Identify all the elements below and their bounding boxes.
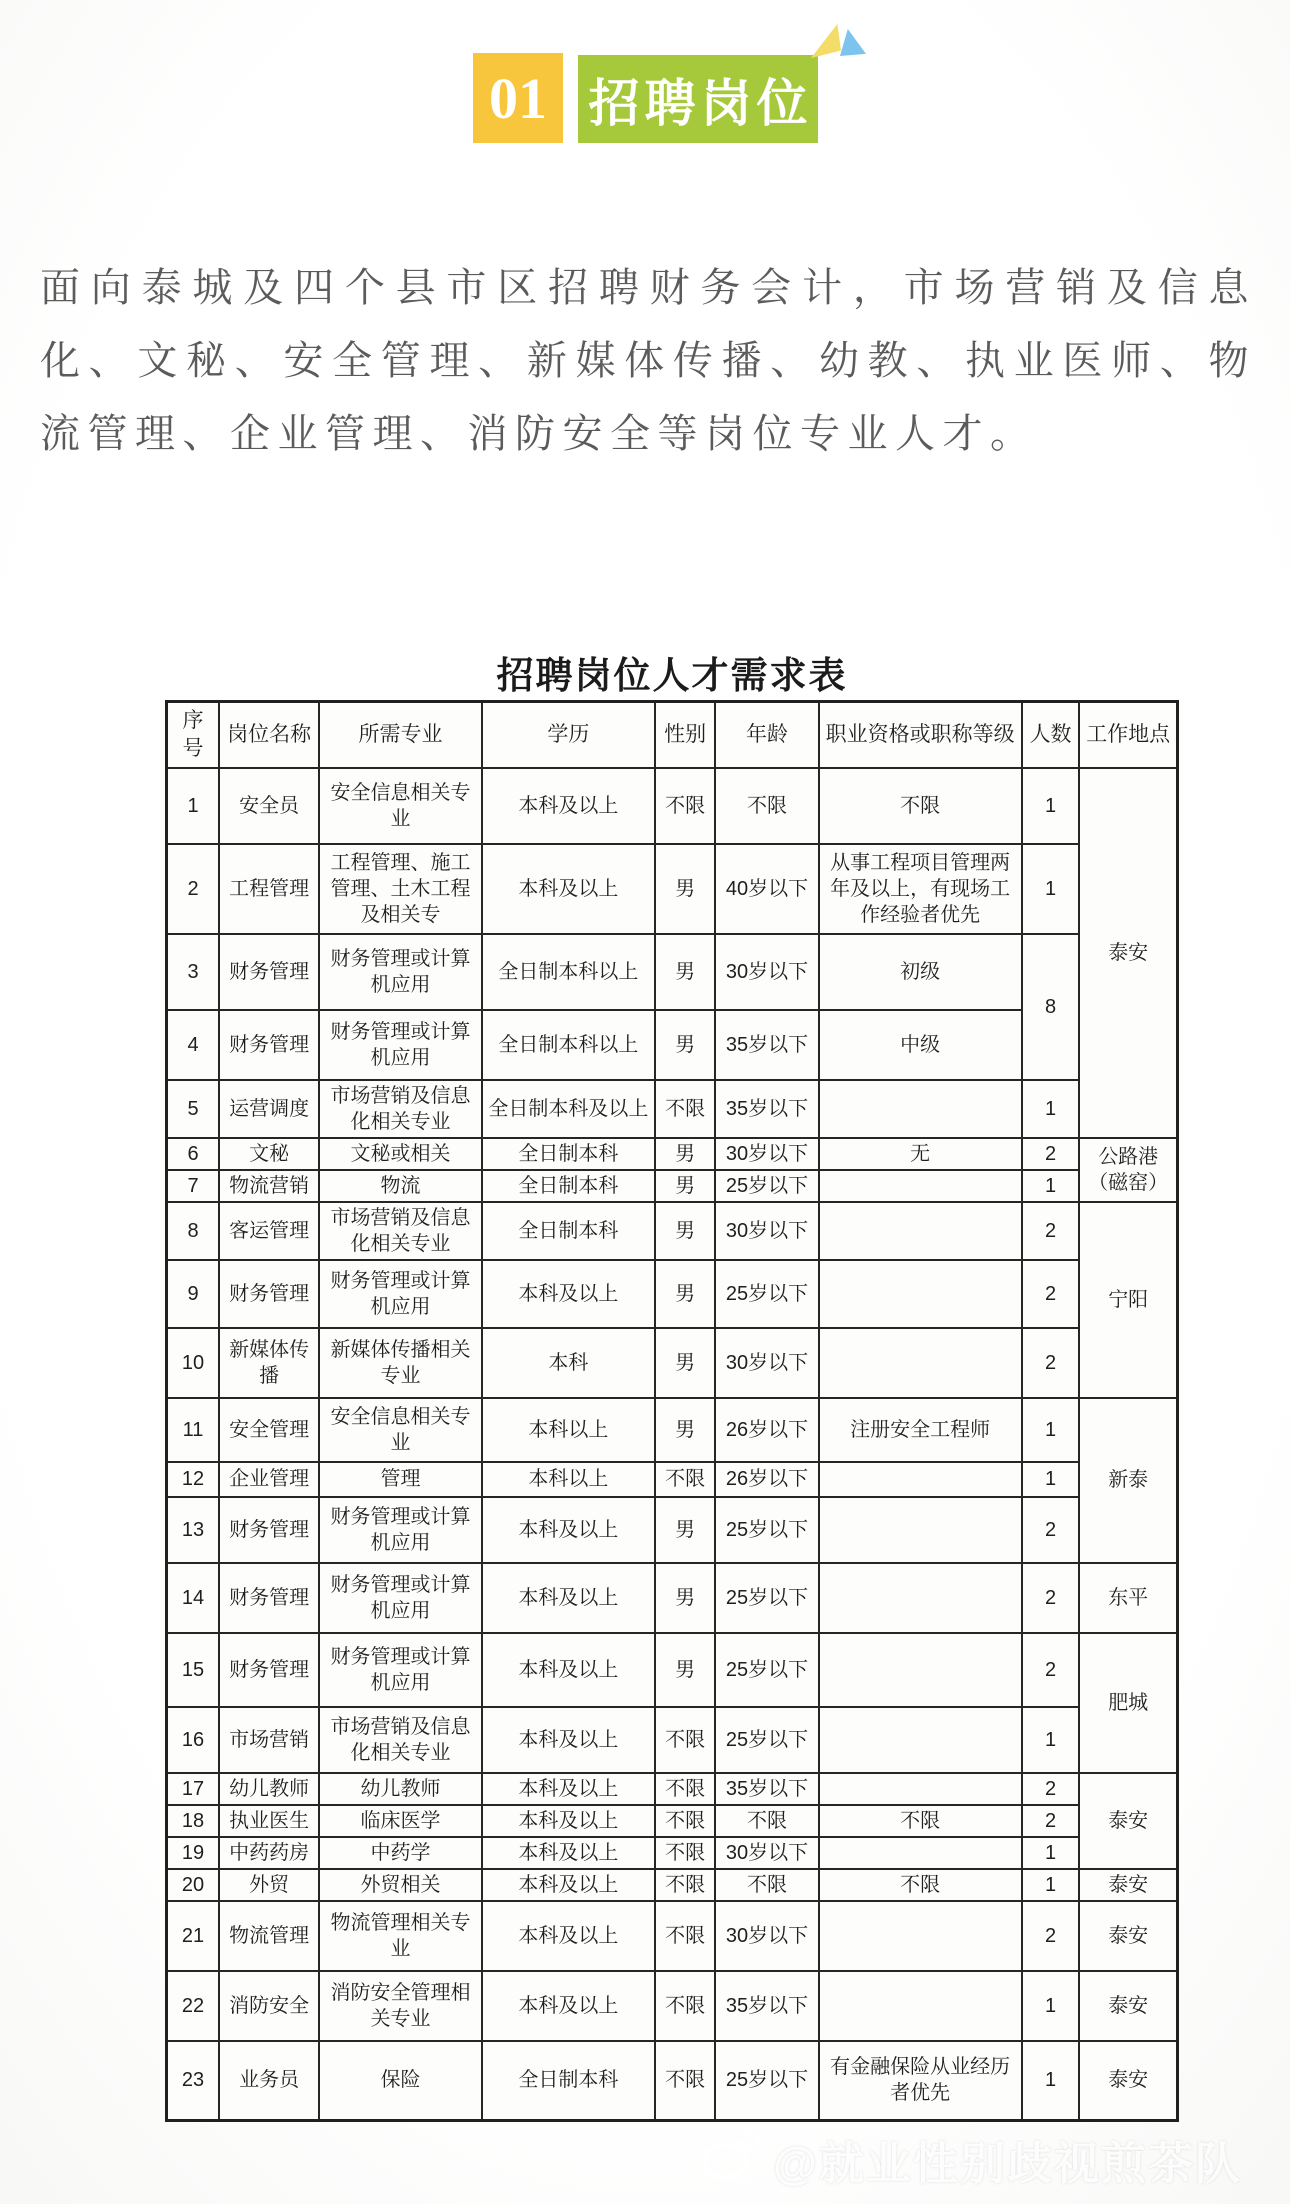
table-cell: 男 [655,1497,716,1563]
table-cell: 财务管理 [219,1010,319,1080]
table-cell: 新媒体传播 [219,1328,319,1398]
table-cell: 16 [167,1707,220,1773]
table-cell: 本科及以上 [482,1837,655,1869]
section-number-badge: 01 [473,53,563,143]
table-cell: 全日制本科 [482,2041,655,2121]
table-cell: 中药学 [319,1837,482,1869]
table-cell: 2 [1022,1138,1080,1170]
table-cell: 20 [167,1869,220,1901]
table-cell: 不限 [819,768,1022,844]
table-cell: 临床医学 [319,1805,482,1837]
table-header-row [167,702,1178,768]
table-cell: 本科及以上 [482,1901,655,1971]
table-row [167,1398,1178,1462]
table-cell: 本科及以上 [482,1971,655,2041]
table-cell: 9 [167,1260,220,1328]
table-cell: 2 [1022,1633,1080,1707]
table-cell: 13 [167,1497,220,1563]
table-cell: 全日制本科及以上 [482,1080,655,1138]
table-cell: 1 [167,768,220,844]
table-cell: 不限 [655,1462,716,1497]
table-cell: 本科及以上 [482,1563,655,1633]
table-header-cell: 所需专业 [319,702,482,768]
table-row [167,1260,1178,1328]
table-row [167,1633,1178,1707]
table-cell: 男 [655,1010,716,1080]
table-cell: 男 [655,934,716,1010]
table-cell: 企业管理 [219,1462,319,1497]
table-cell: 本科及以上 [482,1497,655,1563]
table-row [167,844,1178,934]
table-cell: 14 [167,1563,220,1633]
table-cell: 市场营销及信息化相关专业 [319,1080,482,1138]
table-header-cell: 工作地点 [1079,702,1177,768]
table-cell [819,1707,1022,1773]
table-cell: 男 [655,1202,716,1260]
table-cell: 财务管理 [219,1633,319,1707]
table-cell: 17 [167,1773,220,1805]
table-cell: 25岁以下 [715,1170,818,1202]
table-cell [819,1971,1022,2041]
table-cell: 安全管理 [219,1398,319,1462]
table-header-cell: 人数 [1022,702,1080,768]
table-title: 招聘岗位人才需求表 [496,656,848,697]
table-cell: 男 [655,1260,716,1328]
table-cell: 本科 [482,1328,655,1398]
table-cell: 1 [1022,2041,1080,2121]
requirements-table [165,700,1179,2122]
table-cell: 财务管理或计算机应用 [319,1010,482,1080]
table-cell: 安全信息相关专业 [319,768,482,844]
table-cell: 运营调度 [219,1080,319,1138]
table-cell: 35岁以下 [715,1010,818,1080]
table-cell: 1 [1022,1869,1080,1901]
table-cell: 本科以上 [482,1462,655,1497]
table-row [167,1837,1178,1869]
table-cell: 11 [167,1398,220,1462]
table-cell [819,1563,1022,1633]
table-cell: 2 [1022,1328,1080,1398]
table-cell: 安全员 [219,768,319,844]
table-cell: 1 [1022,844,1080,934]
decoration-triangle-blue [840,29,866,56]
table-row [167,1773,1178,1805]
table-cell: 物流管理相关专业 [319,1901,482,1971]
table-cell: 18 [167,1805,220,1837]
table-cell: 财务管理或计算机应用 [319,1260,482,1328]
table-cell: 30岁以下 [715,1901,818,1971]
table-cell: 无 [819,1138,1022,1170]
table-cell: 本科及以上 [482,1805,655,1837]
table-cell: 泰安 [1079,2041,1177,2121]
table-cell: 1 [1022,1462,1080,1497]
table-cell: 1 [1022,1080,1080,1138]
intro-paragraph: 面向泰城及四个县市区招聘财务会计，市场营销及信息化、文秘、安全管理、新媒体传播、幼教、执业医师、物流管理、企业管理、消防安全等岗位专业人才。 [40,266,1256,456]
table-row [167,1328,1178,1398]
table-cell: 本科以上 [482,1398,655,1462]
table-cell: 管理 [319,1462,482,1497]
table-cell: 26岁以下 [715,1398,818,1462]
table-cell: 2 [1022,1202,1080,1260]
table-cell: 文秘 [219,1138,319,1170]
table-cell: 30岁以下 [715,1328,818,1398]
table-header-cell: 序号 [167,702,220,768]
table-cell: 4 [167,1010,220,1080]
watermark-text: @就业性别歧视煎茶队 [773,2138,1242,2189]
table-cell: 男 [655,1170,716,1202]
table-row [167,1805,1178,1837]
table-cell: 19 [167,1837,220,1869]
table-cell: 1 [1022,1707,1080,1773]
table-cell: 宁阳 [1079,1202,1177,1398]
table-cell: 本科及以上 [482,1869,655,1901]
table-row [167,1971,1178,2041]
table-cell: 40岁以下 [715,844,818,934]
table-cell: 初级 [819,934,1022,1010]
table-cell: 30岁以下 [715,1837,818,1869]
table-cell: 2 [1022,1773,1080,1805]
table-cell: 25岁以下 [715,1707,818,1773]
table-header-cell: 岗位名称 [219,702,319,768]
table-cell: 不限 [655,1773,716,1805]
table-cell: 不限 [715,768,818,844]
table-cell: 5 [167,1080,220,1138]
table-header-cell: 性别 [655,702,716,768]
table-cell: 财务管理 [219,1260,319,1328]
table-row [167,934,1178,1010]
table-cell: 泰安 [1079,1901,1177,1971]
table-cell: 21 [167,1901,220,1971]
table-cell: 10 [167,1328,220,1398]
table-cell: 财务管理 [219,1563,319,1633]
table-cell: 市场营销及信息化相关专业 [319,1202,482,1260]
table-cell [819,1462,1022,1497]
table-cell: 7 [167,1170,220,1202]
table-cell: 男 [655,1328,716,1398]
table-cell: 2 [1022,1901,1080,1971]
table-cell: 2 [1022,1563,1080,1633]
table-cell: 中药药房 [219,1837,319,1869]
table-cell: 财务管理或计算机应用 [319,1633,482,1707]
table-cell [819,1837,1022,1869]
table-cell: 不限 [655,1707,716,1773]
table-cell: 本科及以上 [482,1707,655,1773]
table-cell: 男 [655,1398,716,1462]
table-cell: 泰安 [1079,1773,1177,1869]
table-cell: 文秘或相关 [319,1138,482,1170]
table-cell: 不限 [655,1805,716,1837]
table-cell [819,1328,1022,1398]
table-row [167,1497,1178,1563]
table-cell: 工程管理、施工管理、土木工程及相关专 [319,844,482,934]
table-cell: 1 [1022,1398,1080,1462]
table-row [167,1901,1178,1971]
table-cell: 泰安 [1079,1971,1177,2041]
table-cell: 工程管理 [219,844,319,934]
table-cell: 8 [1022,934,1080,1080]
table-cell: 不限 [655,768,716,844]
table-cell: 幼儿教师 [219,1773,319,1805]
table-cell: 30岁以下 [715,934,818,1010]
table-cell: 男 [655,844,716,934]
table-cell [819,1497,1022,1563]
table-row [167,1707,1178,1773]
table-cell [819,1202,1022,1260]
table-cell: 不限 [819,1869,1022,1901]
table-cell: 1 [1022,1837,1080,1869]
table-cell: 男 [655,1138,716,1170]
table-row [167,1170,1178,1202]
table-cell: 外贸相关 [319,1869,482,1901]
table-cell: 1 [1022,1170,1080,1202]
table-cell: 本科及以上 [482,1633,655,1707]
table-cell: 不限 [655,1837,716,1869]
table-cell: 不限 [715,1869,818,1901]
table-cell: 23 [167,2041,220,2121]
table-cell: 26岁以下 [715,1462,818,1497]
table-cell: 泰安 [1079,768,1177,1138]
table-cell: 消防安全 [219,1971,319,2041]
table-cell: 消防安全管理相关专业 [319,1971,482,2041]
table-cell: 安全信息相关专业 [319,1398,482,1462]
table-cell: 1 [1022,768,1080,844]
table-cell: 市场营销及信息化相关专业 [319,1707,482,1773]
table-cell: 不限 [655,2041,716,2121]
table-cell: 35岁以下 [715,1971,818,2041]
table-cell: 全日制本科 [482,1170,655,1202]
table-cell: 全日制本科以上 [482,934,655,1010]
table-cell: 3 [167,934,220,1010]
table-cell: 25岁以下 [715,1633,818,1707]
table-cell: 不限 [655,1971,716,2041]
table-cell: 6 [167,1138,220,1170]
table-row [167,1138,1178,1170]
table-cell: 新媒体传播相关专业 [319,1328,482,1398]
table-cell [819,1773,1022,1805]
table-cell: 泰安 [1079,1869,1177,1901]
table-cell: 全日制本科 [482,1138,655,1170]
table-cell: 东平 [1079,1563,1177,1633]
table-cell: 2 [1022,1805,1080,1837]
table-cell: 保险 [319,2041,482,2121]
table-cell: 25岁以下 [715,1260,818,1328]
table-cell: 财务管理 [219,1497,319,1563]
table-cell: 2 [1022,1497,1080,1563]
table-cell: 不限 [655,1869,716,1901]
table-cell: 35岁以下 [715,1080,818,1138]
table-cell: 不限 [655,1080,716,1138]
table-header-cell: 学历 [482,702,655,768]
table-cell: 本科及以上 [482,844,655,934]
table-cell: 12 [167,1462,220,1497]
table-cell: 男 [655,1633,716,1707]
table-cell: 有金融保险从业经历者优先 [819,2041,1022,2121]
table-row [167,1563,1178,1633]
table-cell: 执业医生 [219,1805,319,1837]
table-cell: 22 [167,1971,220,2041]
table-cell: 业务员 [219,2041,319,2121]
table-cell: 15 [167,1633,220,1707]
table-cell: 公路港（磁窑） [1079,1138,1177,1202]
table-cell [819,1080,1022,1138]
table-cell: 30岁以下 [715,1138,818,1170]
table-cell: 本科及以上 [482,1260,655,1328]
table-cell: 财务管理或计算机应用 [319,934,482,1010]
requirements-table-body [167,768,1178,2121]
table-cell: 不限 [819,1805,1022,1837]
table-cell: 财务管理或计算机应用 [319,1497,482,1563]
table-cell: 注册安全工程师 [819,1398,1022,1462]
weibo-icon [701,2128,763,2191]
table-cell: 物流管理 [219,1901,319,1971]
table-cell: 全日制本科 [482,1202,655,1260]
table-cell: 不限 [715,1805,818,1837]
table-row [167,1080,1178,1138]
table-cell: 物流营销 [219,1170,319,1202]
table-cell: 25岁以下 [715,1563,818,1633]
table-cell [819,1170,1022,1202]
table-cell: 35岁以下 [715,1773,818,1805]
table-cell: 财务管理 [219,934,319,1010]
table-cell: 本科及以上 [482,768,655,844]
table-cell: 1 [1022,1971,1080,2041]
table-cell: 市场营销 [219,1707,319,1773]
table-header-cell: 职业资格或职称等级 [819,702,1022,768]
table-cell: 不限 [655,1901,716,1971]
table-cell: 物流 [319,1170,482,1202]
table-row [167,1462,1178,1497]
table-row [167,1202,1178,1260]
table-cell [819,1901,1022,1971]
table-cell: 25岁以下 [715,1497,818,1563]
table-cell: 客运管理 [219,1202,319,1260]
watermark [701,2127,1242,2192]
table-cell: 幼儿教师 [319,1773,482,1805]
table-cell: 财务管理或计算机应用 [319,1563,482,1633]
table-cell: 新泰 [1079,1398,1177,1563]
table-cell: 从事工程项目管理两年及以上，有现场工作经验者优先 [819,844,1022,934]
section-title-badge: 招聘岗位 [578,55,818,143]
table-cell: 2 [167,844,220,934]
decoration-triangle-yellow [811,24,841,58]
table-cell: 男 [655,1563,716,1633]
table-cell: 肥城 [1079,1633,1177,1773]
table-cell: 外贸 [219,1869,319,1901]
table-cell: 本科及以上 [482,1773,655,1805]
table-row [167,2041,1178,2121]
table-row [167,1869,1178,1901]
table-cell: 25岁以下 [715,2041,818,2121]
table-cell: 2 [1022,1260,1080,1328]
table-cell [819,1260,1022,1328]
table-cell [819,1633,1022,1707]
table-cell: 中级 [819,1010,1022,1080]
table-cell: 8 [167,1202,220,1260]
table-header-cell: 年龄 [715,702,818,768]
table-cell: 30岁以下 [715,1202,818,1260]
table-row [167,768,1178,844]
table-cell: 全日制本科以上 [482,1010,655,1080]
